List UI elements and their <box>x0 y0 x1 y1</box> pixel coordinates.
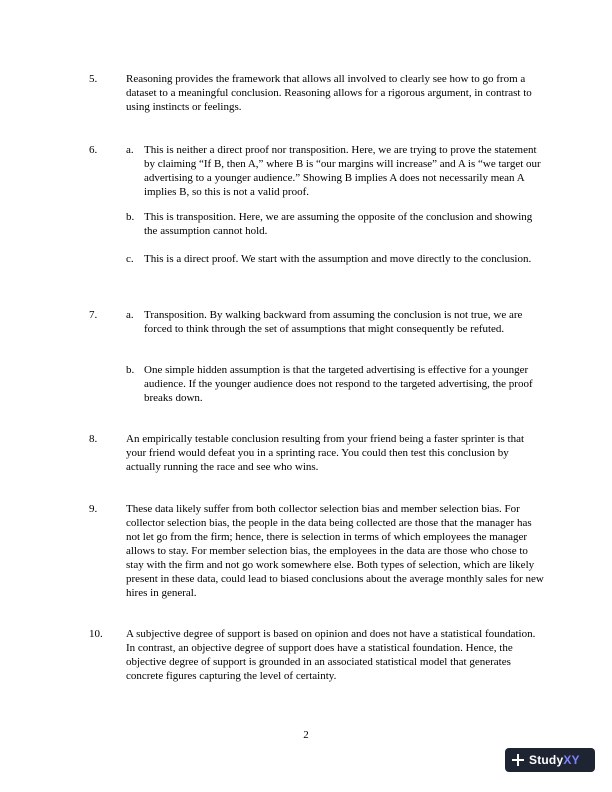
part-text: This is neither a direct proof nor transposition. Here, we are trying to prove the statement by claiming “If B, then A,” where B is “our margins will increase” and A is “we target our advertising to a younger audience.” Showing B implies A does not necessarily mean A implies B, so this is not a valid proof. <box>144 144 541 198</box>
answer-number: 8. <box>89 433 98 445</box>
studyxy-logo <box>505 748 595 772</box>
part-letter: a. <box>126 309 134 321</box>
plus-icon <box>512 754 524 766</box>
answer-number: 7. <box>89 309 98 321</box>
part-letter: c. <box>126 253 134 265</box>
part-letter: b. <box>126 364 135 376</box>
answer-text: These data likely suffer from both collector selection bias and member selection bias. For collector selection bias, the people in the data being collected are those that the manager has not let go from the firm; hence, there is selection in terms of which employees the manager allows to stay. For member selection bias, the employees in the data are those who chose to stay with the firm and not go work somewhere else. Both types of selection, which are likely present in these data, could lead to biased conclusions about the average monthly sales for new hires in general. <box>126 503 544 599</box>
page-number: 2 <box>303 729 309 741</box>
answer-number: 10. <box>89 628 103 640</box>
answer-number: 9. <box>89 503 98 515</box>
part-text: Transposition. By walking backward from assuming the conclusion is not true, we are forced to think through the set of assumptions that might consequently be refuted. <box>144 309 523 335</box>
answer-text: Reasoning provides the framework that allows all involved to clearly see how to go from a dataset to a meaningful conclusion. Reasoning allows for a rigorous argument, in contrast to using instincts or feelings. <box>126 73 532 113</box>
logo-text <box>529 753 580 767</box>
part-text: One simple hidden assumption is that the targeted advertising is effective for a younger audience. If the younger audience does not respond to the targeted advertising, the proof breaks down. <box>144 364 533 404</box>
answer-number: 6. <box>89 144 98 156</box>
part-letter: b. <box>126 211 135 223</box>
logo-text-accent: XY <box>563 753 580 767</box>
answer-text: A subjective degree of support is based on opinion and does not have a statistical foundation. In contrast, an objective degree of support does have a statistical foundation. Hence, the objective degree of support is grounded in an associated statistical model that generates concrete figures capturing the level of certainty. <box>126 628 536 682</box>
part-letter: a. <box>126 144 134 156</box>
logo-text-main: Study <box>529 753 564 767</box>
part-text: This is a direct proof. We start with the assumption and move directly to the conclusion. <box>144 253 532 265</box>
part-text: This is transposition. Here, we are assuming the opposite of the conclusion and showing the assumption cannot hold. <box>144 211 533 237</box>
answer-text: An empirically testable conclusion resulting from your friend being a faster sprinter is that your friend would defeat you in a sprinting race. You could then test this conclusion by actually running the race and see who wins. <box>126 433 525 473</box>
answer-number: 5. <box>89 73 98 85</box>
